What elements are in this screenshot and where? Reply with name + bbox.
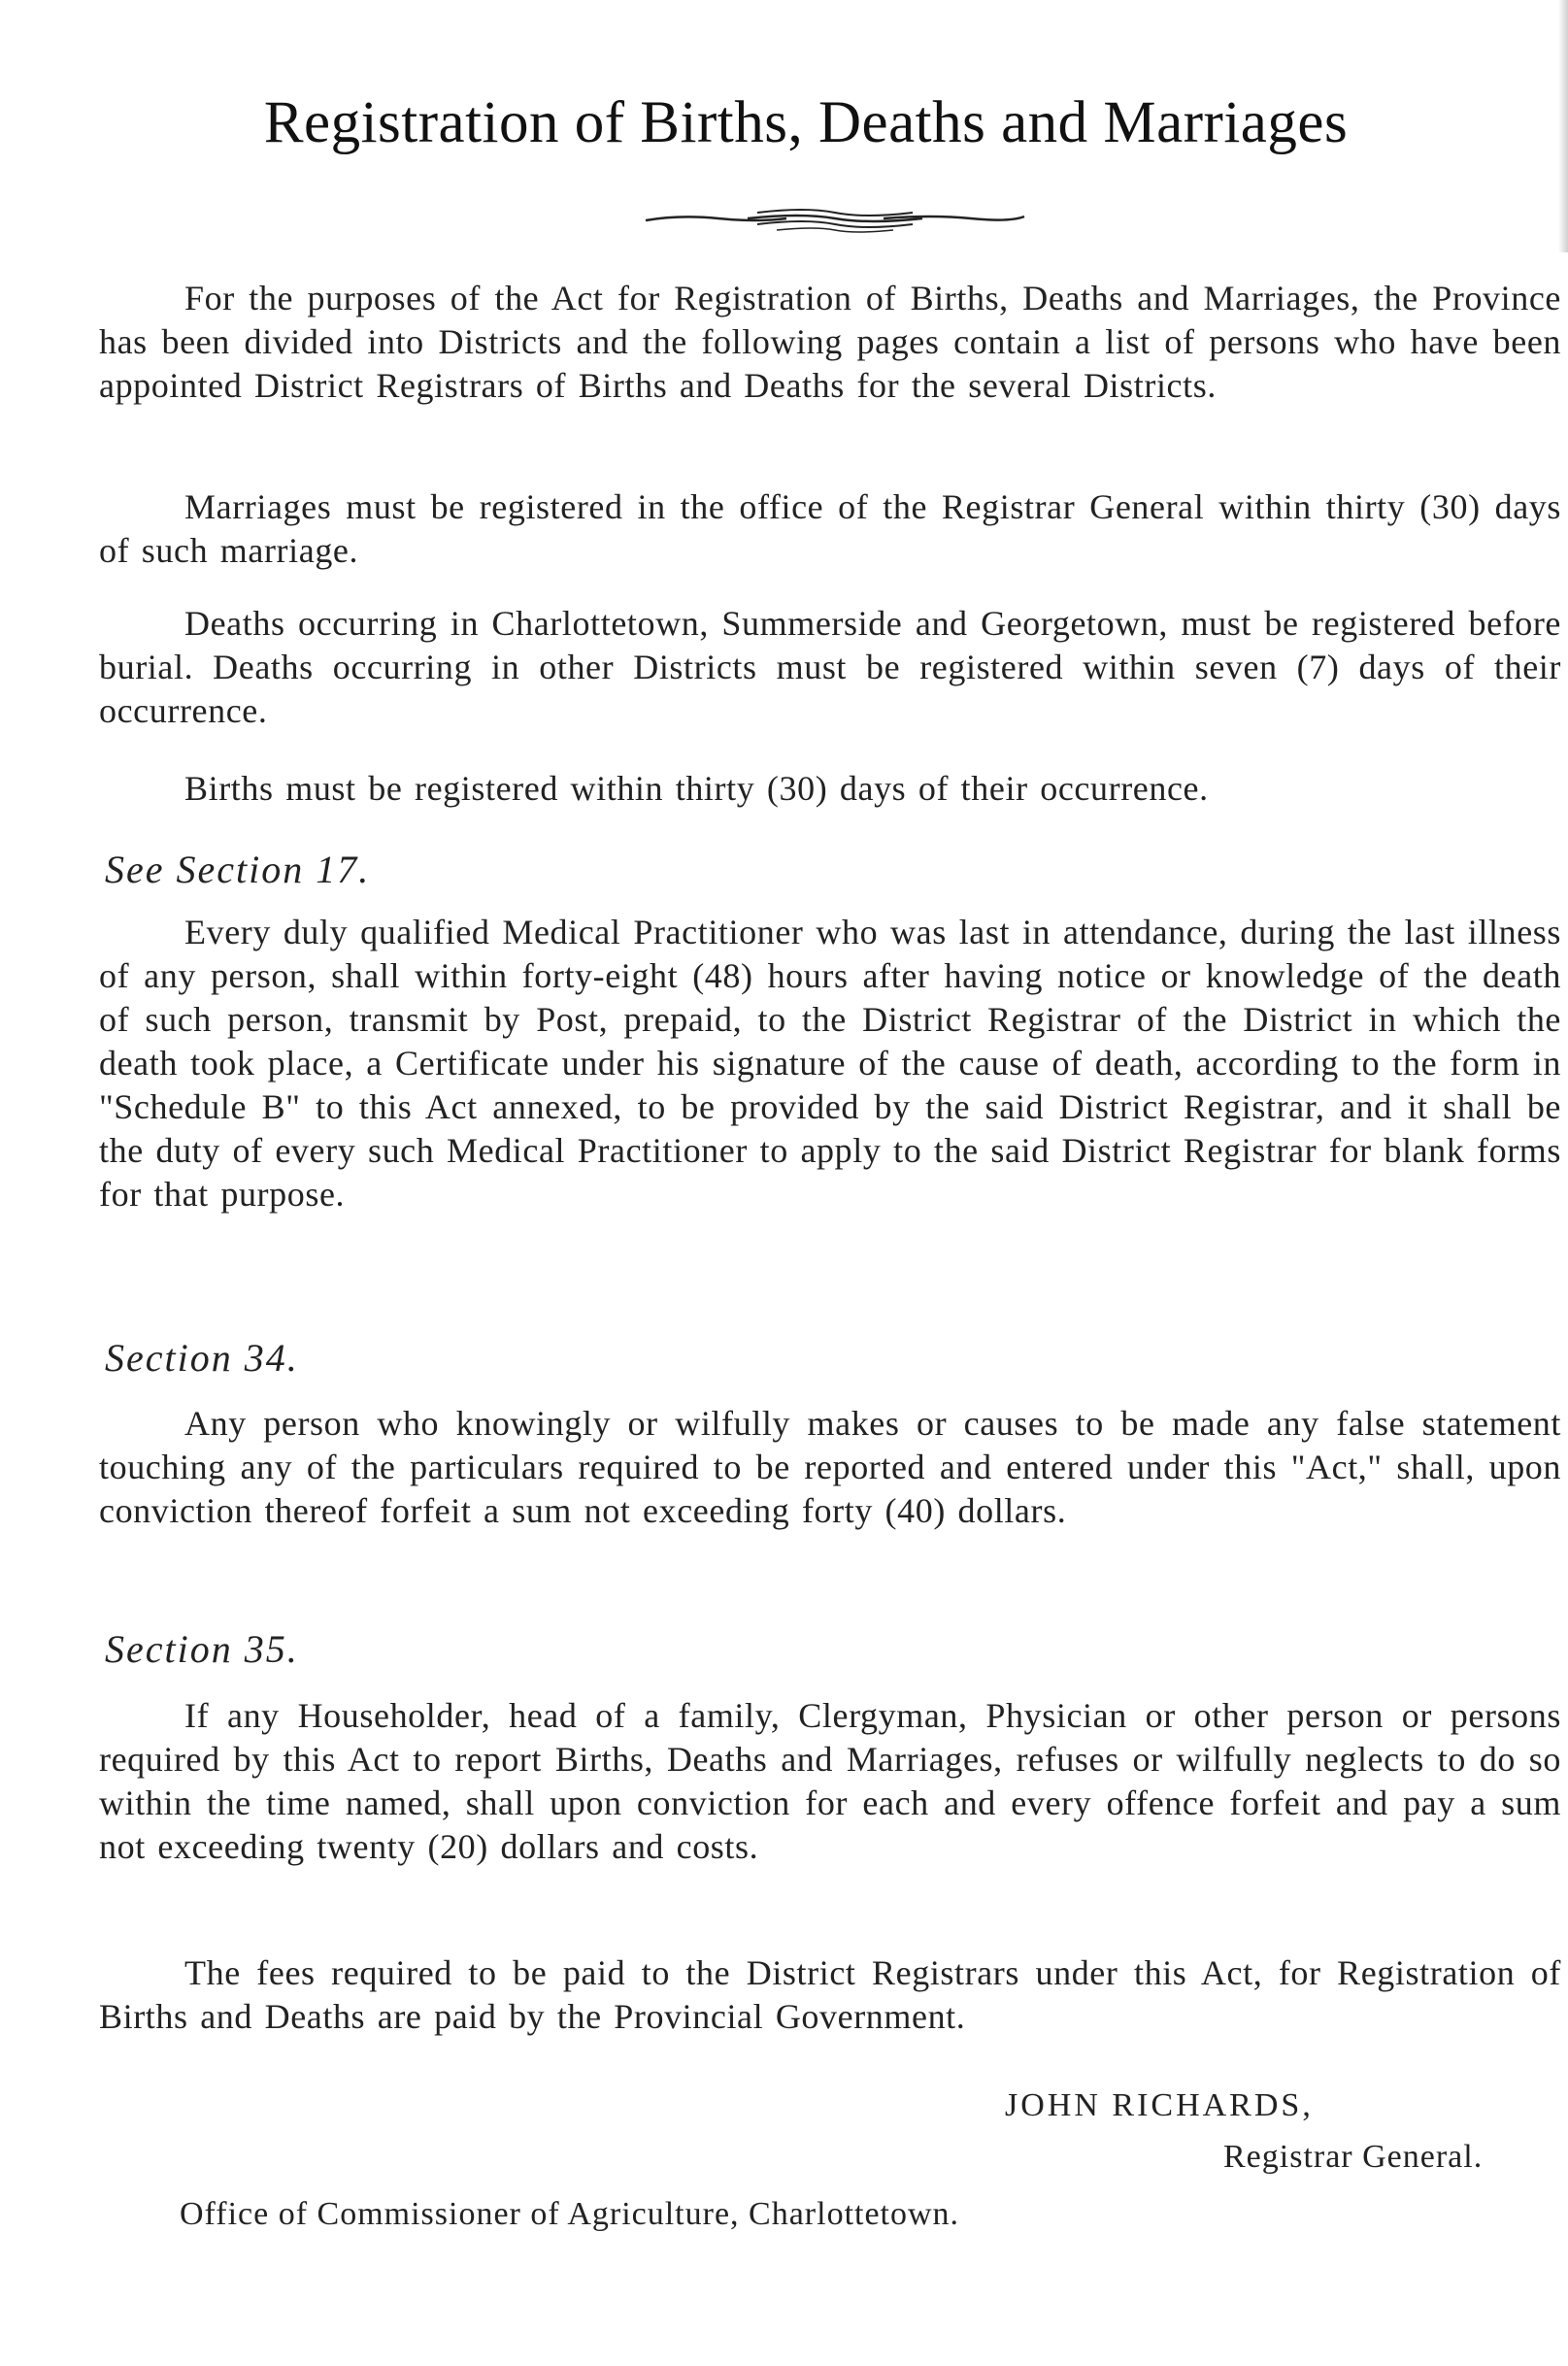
paragraph-marriages: Marriages must be registered in the office of the Registrar General within thirty (30) days of such marriage. [99,487,1561,570]
signature-name: JOHN RICHARDS, [1005,2087,1314,2123]
page-title: Registration of Births, Deaths and Marriages [263,90,1349,155]
office-line: Office of Commissioner of Agriculture, Charlottetown. [180,2196,960,2232]
paragraph-districts-intro: For the purposes of the Act for Registration of Births, Deaths and Marriages, the Province has been divided into Districts and the following pages contain a list of persons who have been appointed District Registrars of Births and Deaths for the several Districts. [99,279,1561,405]
signature-title: Registrar General. [1223,2139,1484,2175]
decorative-divider-ornament [641,199,1029,240]
page-edge-shadow [1558,0,1568,252]
paragraph-deaths: Deaths occurring in Charlottetown, Summerside and Georgetown, must be registered before burial. Deaths occurring in other Districts must be registered within seven (7) days of their occurrence. [99,604,1561,730]
paragraph-fees: The fees required to be paid to the District Registrars under this Act, for Registration of Births and Deaths are paid by the Provincial Government. [99,1953,1561,2036]
paragraph-false-statement: Any person who knowingly or wilfully makes or causes to be made any false statement touching any of the particulars required to be reported and entered under this "Act," shall, upon conviction thereof forfeit a sum not exceeding forty (40) dollars. [99,1404,1561,1530]
heading-section-35: Section 35. [105,1627,299,1671]
paragraph-householder: If any Householder, head of a family, Clergyman, Physician or other person or persons required by this Act to report Births, Deaths and Marriages, refuses or wilfully neglects to do so within the time named, shall upon conviction for each and every offence forfeit and pay a sum not exceeding twenty (20) dollars and costs. [99,1696,1561,1866]
heading-section-17: See Section 17. [105,848,371,891]
heading-section-34: Section 34. [105,1336,299,1380]
paragraph-births: Births must be registered within thirty (30) days of their occurrence. [184,769,1209,808]
paragraph-medical-practitioner: Every duly qualified Medical Practitioner who was last in attendance, during the last illness of any person, shall within forty-eight (48) hours after having notice or knowledge of the death of such person, transmit by Post, prepaid, to the District Registrar of the District in which the death took place, a Certificate under his signature of the cause of death, according to the form in "Schedule B" to this Act annexed, to be provided by the said District Registrar, and it shall be the duty of every such Medical Practitioner to apply to the said District Registrar for blank forms for that purpose. [99,913,1561,1214]
